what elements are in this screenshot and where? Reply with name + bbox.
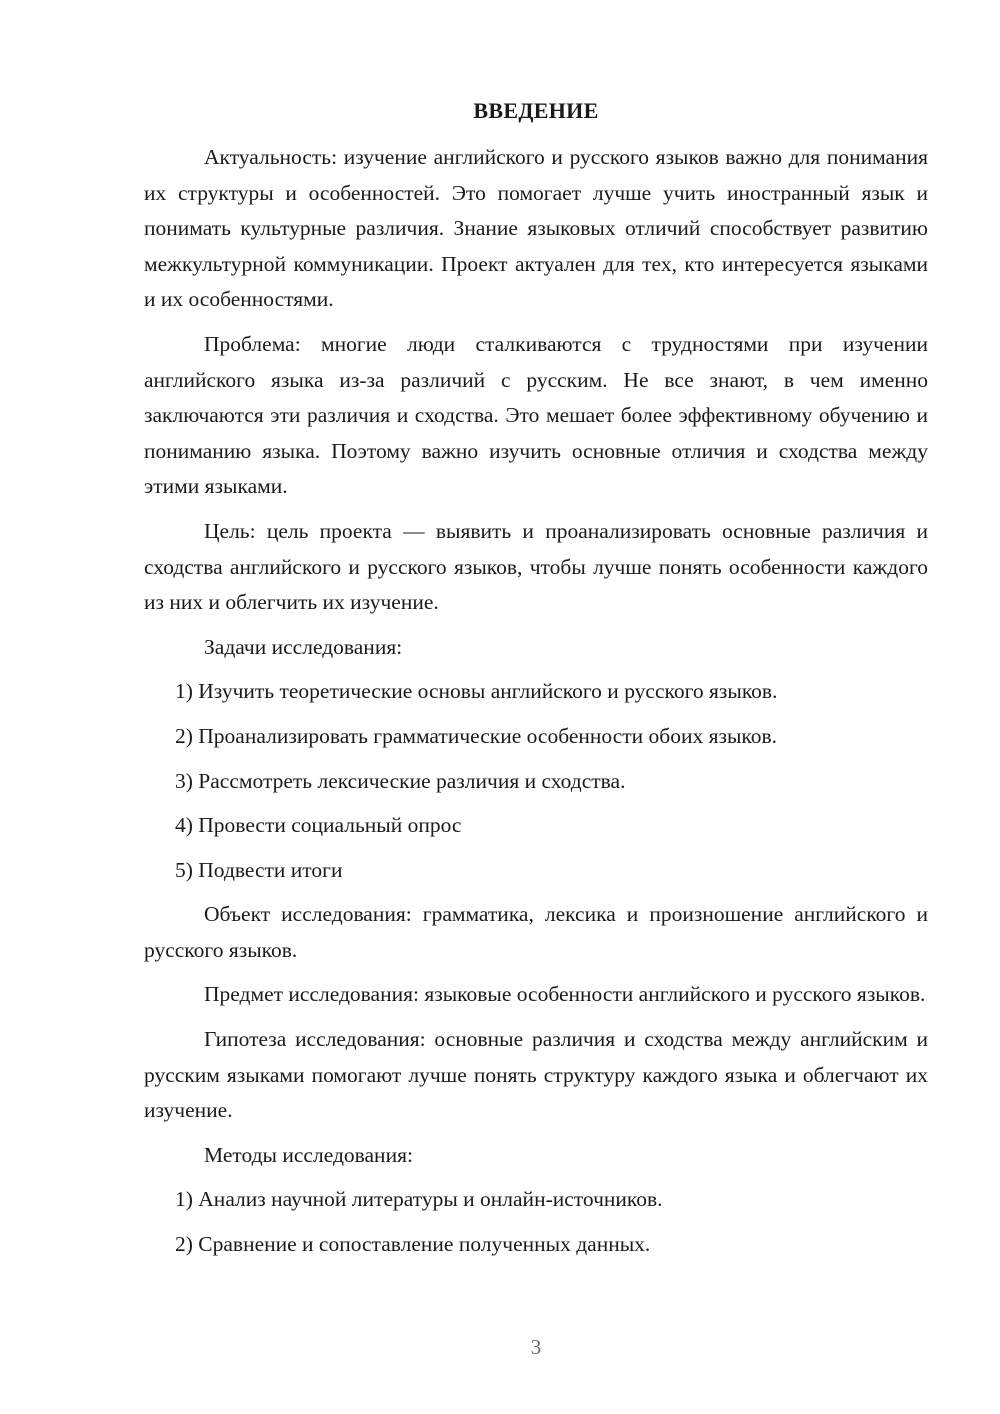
page-title: ВВЕДЕНИЕ xyxy=(473,98,599,123)
method-item: 2) Сравнение и сопоставление полученных данных. xyxy=(175,1232,651,1257)
paragraph-spacer xyxy=(144,799,928,808)
paragraph-spacer xyxy=(144,844,928,853)
goal-paragraph: Цель: цель проекта — выявить и проанализировать основные различия и сходства английского и русского языков, чтобы лучше понять особенности каждого из них и облегчить их изучение. xyxy=(144,518,928,615)
paragraph-spacer xyxy=(144,318,928,327)
page-number: 3 xyxy=(530,1335,542,1359)
task-item: 3) Рассмотреть лексические различия и сходства. xyxy=(175,768,626,793)
subject-paragraph: Предмет исследования: языковые особенности английского и русского языков. xyxy=(204,982,926,1007)
task-item: 4) Провести социальный опрос xyxy=(175,813,462,838)
tasks-heading: Задачи исследования: xyxy=(204,634,403,659)
paragraph-spacer xyxy=(144,505,928,514)
task-item: 5) Подвести итоги xyxy=(175,857,343,882)
paragraph-spacer xyxy=(144,1218,928,1227)
paragraph-spacer xyxy=(144,1013,928,1022)
hypothesis-paragraph: Гипотеза исследования: основные различия и сходства между английским и русским языками помогают лучше понять структуру каждого языка и облегчают их изучение. xyxy=(144,1027,928,1123)
paragraph-spacer xyxy=(144,665,928,674)
relevance-paragraph: Актуальность: изучение английского и русского языков важно для понимания их структуры и особенностей. Это помогает лучше учить иностранный язык и понимать культурные различия. Знание языковых отличий способствует развитию межкультурной коммуникации. Проект актуален для тех, кто интересуется языками и их особенностями. xyxy=(144,145,928,312)
document-body xyxy=(144,140,928,1263)
paragraph-spacer xyxy=(144,968,928,977)
paragraph-spacer xyxy=(144,888,928,897)
paragraph-spacer xyxy=(144,1129,928,1138)
method-item: 1) Анализ научной литературы и онлайн-источников. xyxy=(175,1187,663,1212)
problem-paragraph: Проблема: многие люди сталкиваются с трудностями при изучении английского языка из-за различий с русским. Не все знают, в чем именно заключаются эти различия и сходства. Это мешает более эффективному обучению и пониманию языка. Поэтому важно изучить основные отличия и сходства между этими языками. xyxy=(144,331,928,499)
object-paragraph: Объект исследования: грамматика, лексика и произношение английского и русского языков. xyxy=(144,902,928,962)
methods-heading: Методы исследования: xyxy=(204,1142,413,1167)
paragraph-spacer xyxy=(144,710,928,719)
paragraph-spacer xyxy=(144,755,928,764)
paragraph-spacer xyxy=(144,1173,928,1182)
task-item: 1) Изучить теоретические основы английского и русского языков. xyxy=(175,679,778,704)
task-item: 2) Проанализировать грамматические особенности обоих языков. xyxy=(175,723,778,748)
paragraph-spacer xyxy=(144,621,928,630)
